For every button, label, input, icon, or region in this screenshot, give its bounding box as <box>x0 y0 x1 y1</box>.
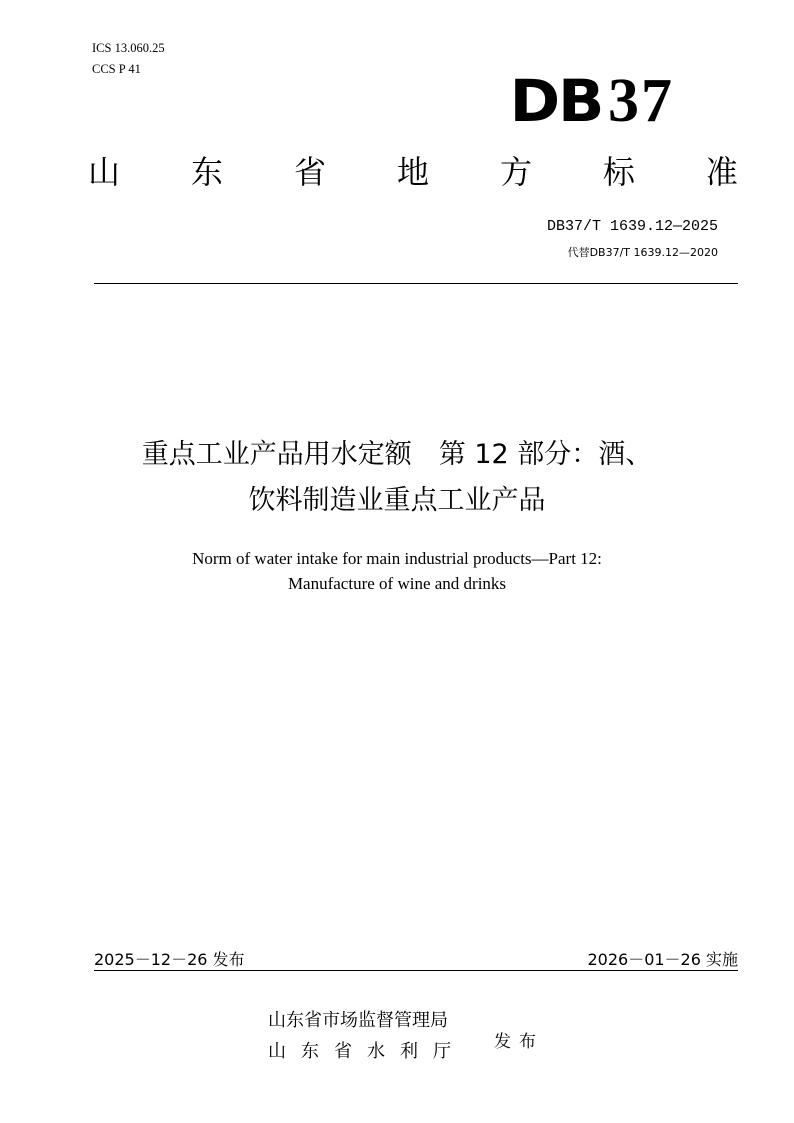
standard-type-heading <box>88 150 738 194</box>
bottom-divider <box>94 970 738 971</box>
ics-code: ICS 13.060.25 <box>92 41 165 55</box>
heading-char: 准 <box>705 153 738 191</box>
publish-label: 发布 <box>494 1032 544 1052</box>
heading-char: 方 <box>499 153 532 191</box>
logo-number: 37 <box>608 67 674 135</box>
classification-codes <box>92 38 165 80</box>
replaces-standard: 代替DB37/T 1639.12—2020 <box>567 246 718 259</box>
chinese-title-line1: 重点工业产品用水定额 第 12 部分：酒、 <box>141 439 653 470</box>
heading-char: 东 <box>190 153 223 191</box>
standard-number: DB37/T 1639.12—2025 <box>546 218 718 235</box>
implement-date: 2026－01－26 实施 <box>587 950 738 969</box>
heading-char: 地 <box>396 153 429 191</box>
heading-char: 山 <box>88 153 121 191</box>
chinese-title-line2: 饮料制造业重点工业产品 <box>248 485 546 516</box>
english-title-line2: Manufacture of wine and drinks <box>287 574 507 593</box>
publish-date: 2025－12－26 发布 <box>94 950 245 969</box>
heading-char: 标 <box>602 153 635 191</box>
ccs-code: CCS P 41 <box>92 62 141 76</box>
chinese-title <box>60 432 734 524</box>
logo-db: DB <box>509 67 602 135</box>
db37-logo <box>509 67 674 135</box>
publisher-water-resources: 山东省水利厅 <box>268 1041 466 1062</box>
english-title <box>60 546 734 596</box>
top-divider <box>94 283 738 284</box>
heading-char: 省 <box>293 153 326 191</box>
publisher-market-regulation: 山东省市场监督管理局 <box>268 1010 448 1031</box>
english-title-line1: Norm of water intake for main industrial products—Part 12: <box>192 549 602 568</box>
